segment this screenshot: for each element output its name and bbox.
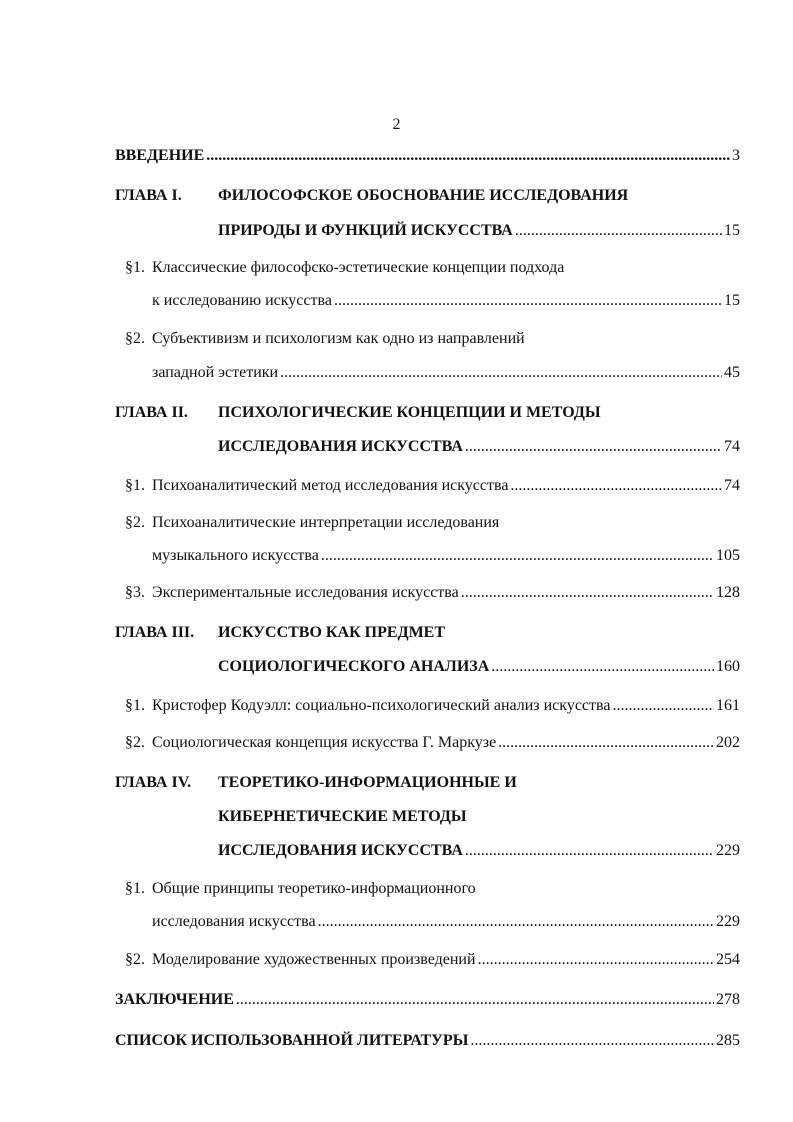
toc-entry-section[interactable] (125, 734, 740, 754)
chapter-title-line: КИБЕРНЕТИЧЕСКИЕ МЕТОДЫ (218, 808, 467, 825)
toc-entry-page: 15 (724, 222, 740, 239)
section-number: §1. (125, 697, 145, 714)
toc-entry-title: СПИСОК ИСПОЛЬЗОВАННОЙ ЛИТЕРАТУРЫ (115, 1032, 469, 1049)
leader-dots (612, 697, 714, 715)
leader-dots (206, 147, 730, 165)
toc-entry-section[interactable] (152, 292, 740, 312)
toc-entry-section[interactable] (125, 697, 740, 717)
chapter-title-line: СОЦИОЛОГИЧЕСКОГО АНАЛИЗА (218, 658, 490, 675)
leader-dots (510, 477, 722, 495)
toc-entry-title: ЗАКЛЮЧЕНИЕ (115, 991, 234, 1008)
leader-dots (470, 1032, 714, 1050)
toc-entry-intro[interactable] (115, 147, 740, 167)
chapter-label: ГЛАВА IV. (115, 774, 192, 791)
leader-dots (478, 951, 714, 969)
section-title-line: Социологическая концепция искусства Г. Маркузе (152, 734, 497, 751)
section-title-line: Общие принципы теоретико-информационного (152, 880, 476, 897)
toc-entry-page: 15 (724, 292, 740, 309)
chapter-title-line: ФИЛОСОФСКОЕ ОБОСНОВАНИЕ ИССЛЕДОВАНИЯ (218, 187, 629, 204)
toc-entry-page: 3 (732, 147, 740, 164)
leader-dots (236, 991, 714, 1009)
leader-dots (498, 734, 714, 752)
toc-entry-page: 278 (716, 991, 740, 1008)
leader-dots (515, 222, 722, 240)
chapter-title-line: ТЕОРЕТИКО-ИНФОРМАЦИОННЫЕ И (218, 774, 517, 791)
toc-entry-section[interactable] (152, 364, 740, 384)
toc-entry-section[interactable] (125, 584, 740, 604)
toc-entry-page: 160 (716, 658, 740, 675)
section-number: §2. (125, 734, 145, 751)
section-number: §2. (125, 514, 145, 531)
chapter-title-line: ИССЛЕДОВАНИЯ ИСКУССТВА (218, 842, 463, 859)
toc-entry-section[interactable] (152, 547, 740, 567)
section-number: §3. (125, 584, 145, 601)
toc-entry-page: 74 (724, 477, 740, 494)
leader-dots (461, 584, 714, 602)
toc-entry-chapter[interactable] (218, 658, 740, 678)
chapter-label: ГЛАВА I. (115, 187, 182, 204)
toc-entry-chapter[interactable] (218, 842, 740, 862)
toc-entry-title: ВВЕДЕНИЕ (115, 147, 205, 164)
toc-entry-section[interactable] (152, 913, 740, 933)
section-title-line: Классические философско-эстетические концепции подхода (152, 259, 565, 276)
section-title-line: Психоаналитический метод исследования искусства (152, 477, 509, 494)
toc-entry-page: 285 (716, 1032, 740, 1049)
leader-dots (280, 364, 722, 382)
section-number: §2. (125, 330, 145, 347)
section-title-line: Психоаналитические интерпретации исследования (152, 514, 500, 531)
toc-entry-page: 161 (716, 697, 740, 714)
chapter-label: ГЛАВА II. (115, 404, 188, 421)
toc-entry-conclusion[interactable] (115, 991, 740, 1011)
toc-entry-page: 202 (716, 734, 740, 751)
toc-entry-page: 229 (716, 842, 740, 859)
toc-entry-chapter[interactable] (218, 438, 740, 458)
page-number: 2 (392, 116, 401, 133)
section-title-line: Субъективизм и психологизм как одно из направлений (152, 330, 525, 347)
chapter-title-line: ПСИХОЛОГИЧЕСКИЕ КОНЦЕПЦИИ И МЕТОДЫ (218, 404, 601, 421)
toc-entry-chapter[interactable] (218, 222, 740, 242)
toc-entry-section[interactable] (125, 951, 740, 971)
section-title-line: Кристофер Кодуэлл: социально-психологический анализ искусства (152, 697, 611, 714)
toc-entry-page: 74 (724, 438, 740, 455)
leader-dots (334, 292, 722, 310)
section-title-line: музыкального искусства (152, 547, 319, 564)
chapter-title-line: ИССЛЕДОВАНИЯ ИСКУССТВА (218, 438, 463, 455)
section-title-line: исследования искусства (152, 913, 316, 930)
toc-entry-section[interactable] (125, 477, 740, 497)
chapter-title-line: ПРИРОДЫ И ФУНКЦИЙ ИСКУССТВА (218, 222, 513, 239)
toc-entry-page: 45 (724, 364, 740, 381)
leader-dots (321, 547, 714, 565)
toc-entry-page: 105 (716, 547, 740, 564)
leader-dots (465, 842, 714, 860)
chapter-label: ГЛАВА III. (115, 624, 195, 641)
leader-dots (465, 438, 722, 456)
section-number: §2. (125, 951, 145, 968)
toc-entry-page: 254 (716, 951, 740, 968)
section-number: §1. (125, 259, 145, 276)
toc-entry-bibliography[interactable] (115, 1032, 740, 1052)
chapter-title-line: ИСКУССТВО КАК ПРЕДМЕТ (218, 624, 446, 641)
section-title-line: Экспериментальные исследования искусства (152, 584, 459, 601)
leader-dots (491, 658, 714, 676)
toc-entry-page: 229 (716, 913, 740, 930)
leader-dots (318, 913, 714, 931)
section-title-line: Моделирование художественных произведений (152, 951, 476, 968)
section-number: §1. (125, 880, 145, 897)
section-title-line: к исследованию искусства (152, 292, 332, 309)
section-title-line: западной эстетики (152, 364, 279, 381)
section-number: §1. (125, 477, 145, 494)
toc-entry-page: 128 (716, 584, 740, 601)
